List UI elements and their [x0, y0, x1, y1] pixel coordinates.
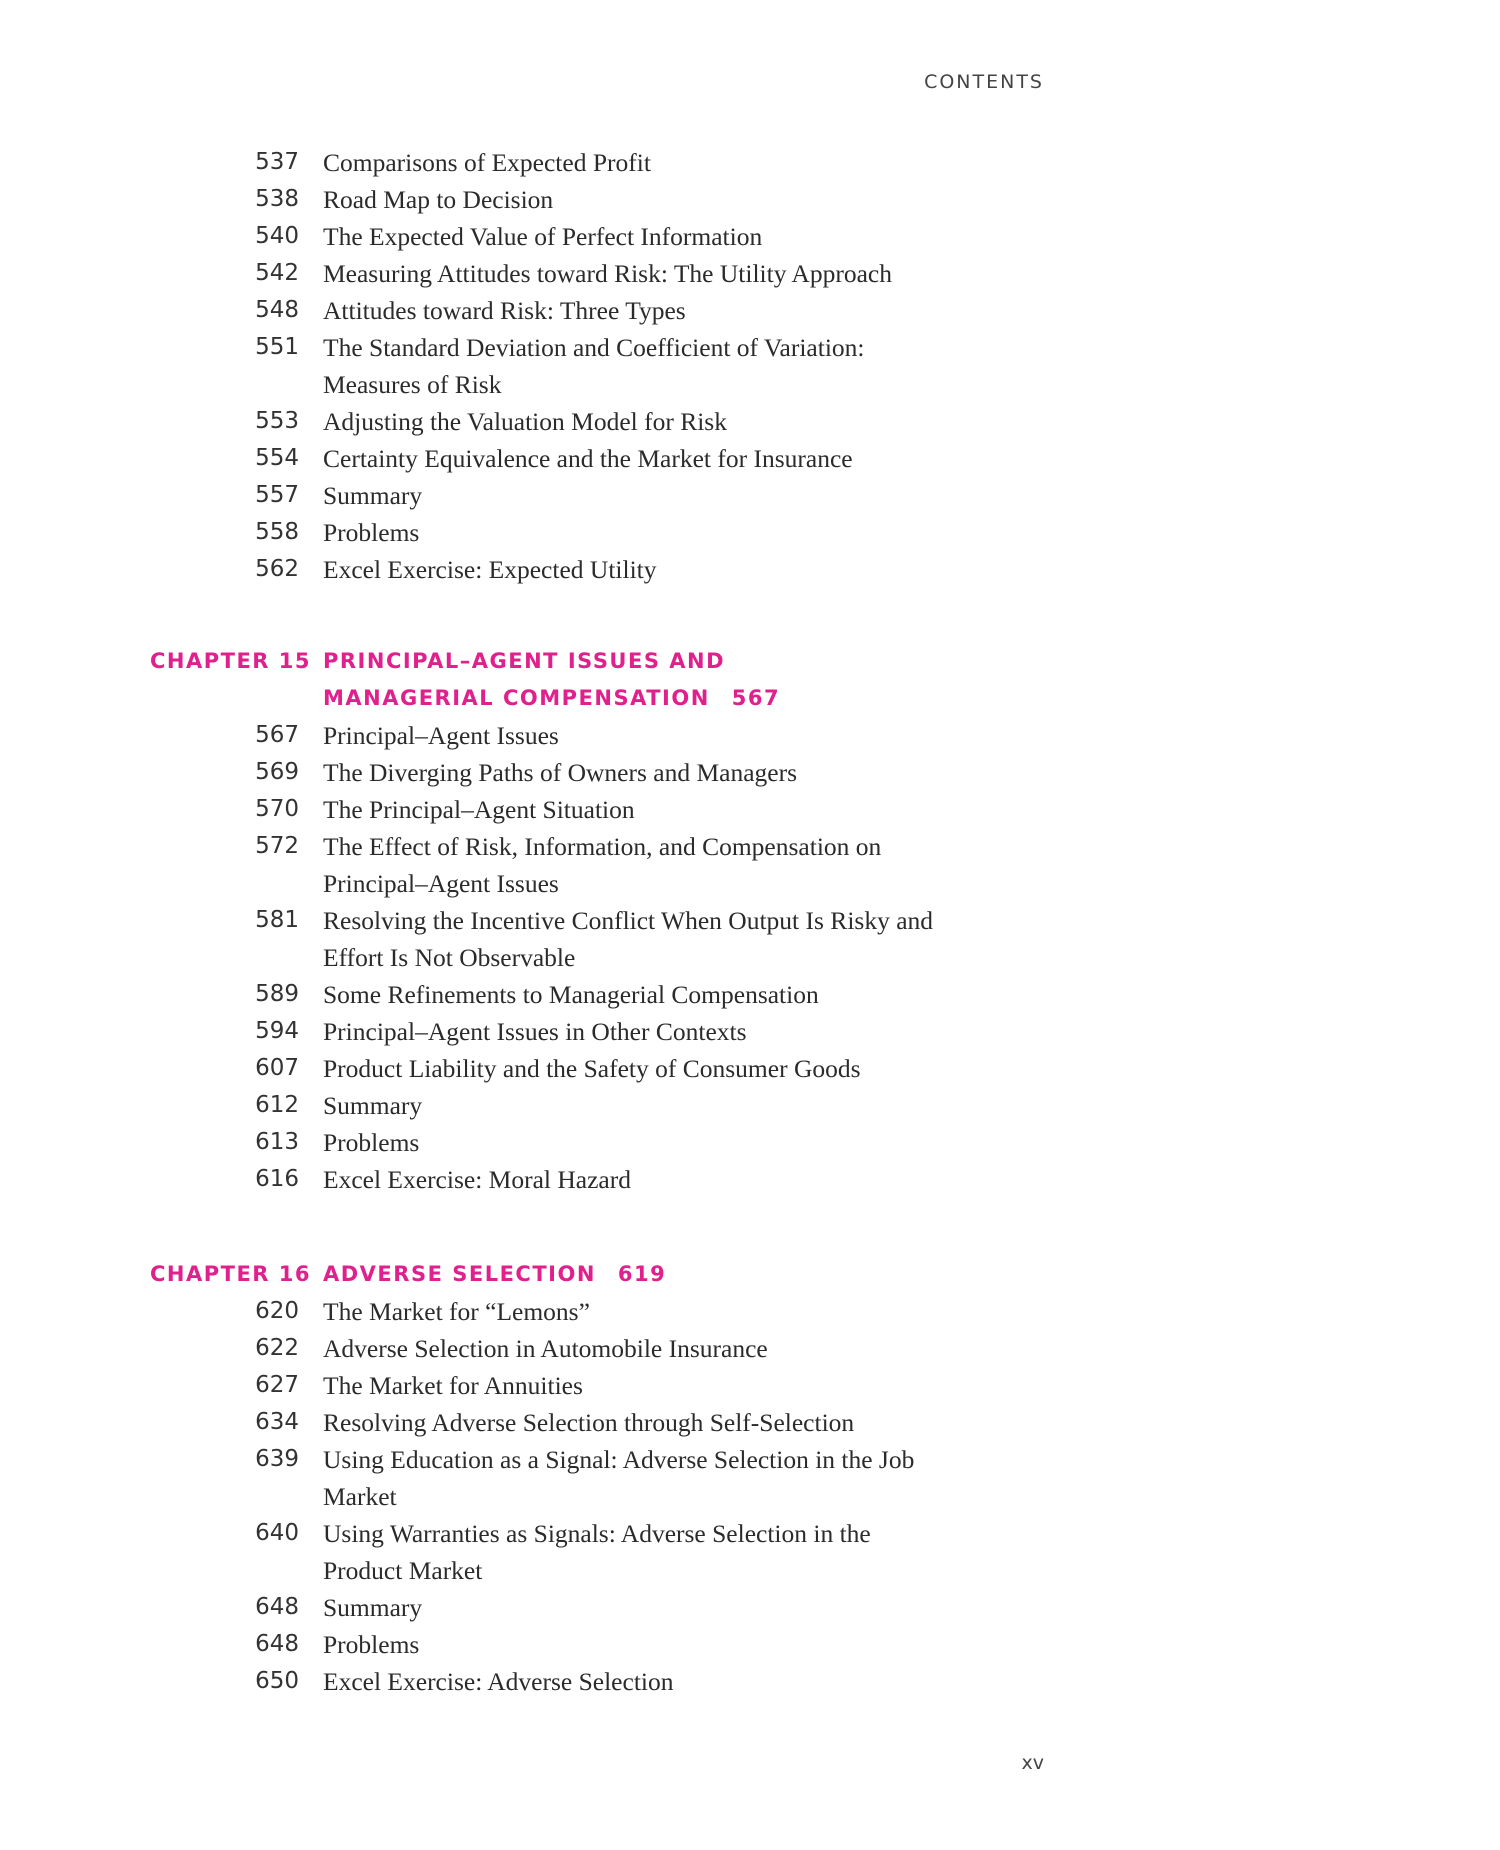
- entry-page-number: 554: [255, 445, 299, 471]
- chapter-title-text: PRINCIPAL–AGENT ISSUES AND MANAGERIAL COMPENSATION: [323, 649, 726, 710]
- entry-page-number: 562: [255, 556, 299, 582]
- entry-page-number: 557: [255, 482, 299, 508]
- entry-page-number: 607: [255, 1055, 299, 1081]
- page-number: xv: [1021, 1752, 1044, 1774]
- chapter-title: [323, 643, 883, 717]
- entry-page-number: 537: [255, 149, 299, 175]
- entry-title: Excel Exercise: Adverse Selection: [323, 1667, 674, 1696]
- entry-page-number: 540: [255, 223, 299, 249]
- entry-title: The Diverging Paths of Owners and Managers: [323, 758, 798, 787]
- entry-title: Problems: [323, 518, 420, 547]
- entry-title: Problems: [323, 1630, 420, 1659]
- entry-page-number: 567: [255, 722, 299, 748]
- entry-title: Adjusting the Valuation Model for Risk: [323, 407, 727, 436]
- chapter-page-number: 567: [731, 686, 781, 710]
- entry-page-number: 572: [255, 833, 299, 859]
- entry-page-number: 569: [255, 759, 299, 785]
- entry-title: Resolving the Incentive Conflict When Output Is Risky and Effort Is Not Observable: [323, 906, 934, 972]
- entry-title: Certainty Equivalence and the Market for Insurance: [323, 444, 853, 473]
- entry-page-number: 570: [255, 796, 299, 822]
- entry-page-number: 622: [255, 1335, 299, 1361]
- entry-page-number: 558: [255, 519, 299, 545]
- entry-title: Resolving Adverse Selection through Self-Selection: [323, 1408, 855, 1437]
- entry-page-number: 553: [255, 408, 299, 434]
- entry-title: Principal–Agent Issues in Other Contexts: [323, 1017, 747, 1046]
- entry-title: The Standard Deviation and Coefficient of Variation: Measures of Risk: [323, 333, 865, 399]
- entry-title: Attitudes toward Risk: Three Types: [323, 296, 686, 325]
- entry-title: The Market for “Lemons”: [323, 1297, 590, 1326]
- entry-page-number: 650: [255, 1668, 299, 1694]
- running-head: CONTENTS: [924, 71, 1044, 93]
- entry-page-number: 627: [255, 1372, 299, 1398]
- entry-title: Problems: [323, 1128, 420, 1157]
- entry-title: Summary: [323, 481, 423, 510]
- entry-title: Road Map to Decision: [323, 185, 554, 214]
- entry-title: Summary: [323, 1091, 423, 1120]
- entry-title: The Market for Annuities: [323, 1371, 583, 1400]
- entry-title: Principal–Agent Issues: [323, 721, 559, 750]
- entry-page-number: 551: [255, 334, 299, 360]
- entry-page-number: 616: [255, 1166, 299, 1192]
- chapter-page-number: 619: [617, 1262, 667, 1286]
- entry-page-number: 613: [255, 1129, 299, 1155]
- entry-page-number: 639: [255, 1446, 299, 1472]
- chapter-title-text: ADVERSE SELECTION: [323, 1262, 596, 1286]
- entry-title: Measuring Attitudes toward Risk: The Utility Approach: [323, 259, 892, 288]
- entry-title: Adverse Selection in Automobile Insurance: [323, 1334, 768, 1363]
- entry-title: Some Refinements to Managerial Compensation: [323, 980, 819, 1009]
- entry-page-number: 548: [255, 297, 299, 323]
- entry-title: Summary: [323, 1593, 423, 1622]
- entry-title: The Principal–Agent Situation: [323, 795, 635, 824]
- chapter-label: CHAPTER 15: [150, 649, 312, 673]
- entry-page-number: 648: [255, 1631, 299, 1657]
- entry-title: Excel Exercise: Expected Utility: [323, 555, 657, 584]
- entry-title: The Expected Value of Perfect Information: [323, 222, 763, 251]
- entry-page-number: 612: [255, 1092, 299, 1118]
- entry-page-number: 594: [255, 1018, 299, 1044]
- entry-page-number: 542: [255, 260, 299, 286]
- entry-page-number: 589: [255, 981, 299, 1007]
- entry-page-number: 640: [255, 1520, 299, 1546]
- entry-page-number: 581: [255, 907, 299, 933]
- entry-title: Comparisons of Expected Profit: [323, 148, 651, 177]
- entry-page-number: 648: [255, 1594, 299, 1620]
- entry-title: Using Warranties as Signals: Adverse Selection in the Product Market: [323, 1519, 871, 1585]
- entry-title: Product Liability and the Safety of Consumer Goods: [323, 1054, 861, 1083]
- entry-page-number: 538: [255, 186, 299, 212]
- entry-title: Excel Exercise: Moral Hazard: [323, 1165, 631, 1194]
- entry-page-number: 634: [255, 1409, 299, 1435]
- chapter-label: CHAPTER 16: [150, 1262, 312, 1286]
- entry-page-number: 620: [255, 1298, 299, 1324]
- chapter-title: [323, 1256, 883, 1293]
- entry-title: Using Education as a Signal: Adverse Selection in the Job Market: [323, 1445, 915, 1511]
- entry-title: The Effect of Risk, Information, and Compensation on Principal–Agent Issues: [323, 832, 882, 898]
